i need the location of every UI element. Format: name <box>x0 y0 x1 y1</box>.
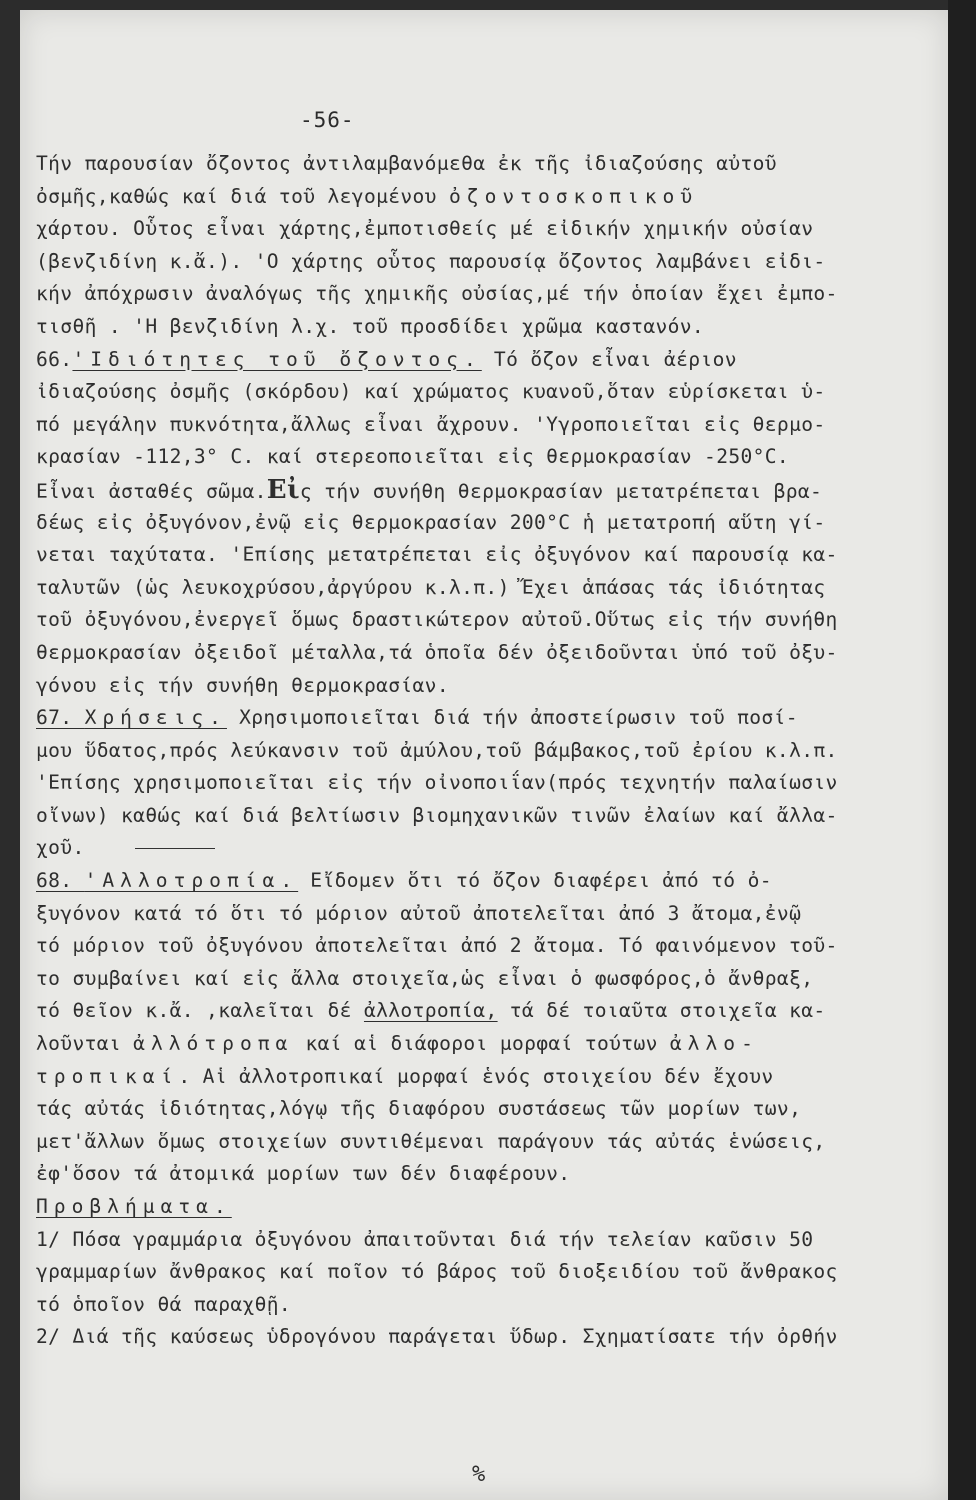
text-line: νεται ταχύτατα. 'Επίσης μετατρέπεται εἰς ὀξυγόνον καί παρουσίᾳ κα- <box>36 543 838 567</box>
text-line <box>36 181 941 214</box>
section-heading: Χρήσεις. <box>84 706 227 730</box>
page-number: -56- <box>300 108 355 132</box>
text-line <box>36 1028 941 1061</box>
section-separator-rule <box>135 848 215 849</box>
text-segment: ς τήν συνήθη θερμοκρασίαν μετατρέπεται βρα- <box>299 479 823 503</box>
problems-heading-line <box>36 1191 941 1224</box>
section-number: 67. <box>36 706 85 730</box>
text-segment: Εἶναι ἀσταθές σῶμα. <box>36 479 267 503</box>
text-segment: Χρησιμοποιεῖται διά τήν ἀποστείρωσιν τοῦ ποσί- <box>226 706 798 730</box>
typewritten-text <box>36 148 941 1354</box>
problem-line: 1/ Πόσα γραμμάρια ὀξυγόνου ἀπαιτοῦνται διά τήν τελείαν καῦσιν 50 <box>36 1227 814 1251</box>
text-segment: λοῦνται <box>36 1032 134 1056</box>
section-66-heading-line <box>36 344 941 377</box>
problems-heading: Προβλήματα. <box>36 1195 232 1218</box>
text-line <box>36 1061 941 1094</box>
section-68-heading-line <box>36 865 941 898</box>
section-number: 68. <box>36 869 85 893</box>
spaced-term-ozonoscopic: ὀζοντοσκοπικοῦ <box>448 184 699 208</box>
spaced-term: τροπικαί <box>36 1064 179 1088</box>
text-line: Τήν παρουσίαν ὄζοντος ἀντιλαμβανόμεθα ἐκ τῆς ἰδιαζούσης αὐτοῦ <box>36 152 777 175</box>
problem-line: 2/ Διά τῆς καύσεως ὑδρογόνου παράγεται ὕδωρ. Σχηματίσατε τήν ὀρθήν <box>36 1325 838 1349</box>
text-line: το συμβαίνει καί εἰς ἄλλα στοιχεῖα,ὡς εἶναι ὁ φωσφόρος,ὁ ἄνθραξ, <box>36 966 814 990</box>
text-segment: Τό ὄζον εἶναι ἀέριον <box>481 347 737 371</box>
text-line: τοῦ ὀξυγόνου,ἐνεργεῖ ὅμως δραστικώτερον αὐτοῦ.Οὕτως εἰς τήν συνήθη <box>36 608 838 632</box>
text-segment: Εἴδομεν ὅτι τό ὄζον διαφέρει ἀπό τό ὀ- <box>298 869 772 893</box>
text-line: τισθῆ . 'Η βενζιδίνη λ.χ. τοῦ προσδίδει χρῶμα καστανόν. <box>36 314 705 338</box>
text-line: πό μεγάλην πυκνότητα,ἄλλως εἶναι ἄχρουν. 'Υγροποιεῖται εἰς θερμο- <box>36 412 826 436</box>
text-segment: καί αἱ διάφοροι μορφαί τούτων <box>293 1032 670 1056</box>
text-segment: ὀσμῆς,καθώς καί διά τοῦ λεγομένου <box>36 184 449 208</box>
text-line: κρασίαν -112,3° C. καί στερεοποιεῖται εἰς θερμοκρασίαν -250°C. <box>36 445 790 469</box>
page-edge-shadow <box>948 0 976 1500</box>
text-line: ἰδιαζούσης ὀσμῆς (σκόρδου) καί χρώματος κυανοῦ,ὅταν εὑρίσκεται ὑ- <box>36 380 826 404</box>
text-line: ἐφ'ὅσον τά ἀτομικά μορίων των δέν διαφέρουν. <box>36 1162 571 1186</box>
text-line: γόνου εἰς τήν συνήθη θερμοκρασίαν. <box>36 673 449 697</box>
text-segment: τά δέ τοιαῦτα στοιχεῖα κα- <box>497 999 826 1023</box>
problem-line: τό ὁποῖον θά παραχθῇ. <box>36 1292 292 1316</box>
footer-mark: % <box>472 1462 486 1487</box>
problem-line: γραμμαρίων ἄνθρακος καί ποῖον τό βάρος τοῦ διοξειδίου τοῦ ἄνθρακος <box>36 1260 838 1284</box>
spaced-term: ἀλλότροπα <box>133 1032 294 1056</box>
text-line: τό μόριον τοῦ ὀξυγόνου ἀποτελεῖται ἀπό 2 ἄτομα. Τό φαινόμενον τοῦ- <box>36 934 838 958</box>
text-line: 'Επίσης χρησιμοποιεῖται εἰς τήν οἰνοποιΐαν(πρός τεχνητήν παλαίωσιν <box>36 771 838 795</box>
text-line: οἴνων) καθώς καί διά βελτίωσιν βιομηχανικῶν τινῶν ἐλαίων καί ἄλλα- <box>36 803 838 827</box>
text-segment: χοῦ. <box>36 836 85 860</box>
text-line <box>36 995 941 1028</box>
text-line: χάρτου. Οὗτος εἶναι χάρτης,ἐμποτισθείς μέ εἰδικήν χημικήν οὐσίαν <box>36 217 814 241</box>
handwritten-correction: Εἰ <box>266 474 300 505</box>
text-line: κήν ἀπόχρωσιν ἀναλόγως τῆς χημικῆς οὐσίας,μέ τήν ὁποίαν ἔχει ἐμπο- <box>36 282 838 306</box>
text-line: ταλυτῶν (ὡς λευκοχρύσου,ἀργύρου κ.λ.π.) Ἔχει ἁπάσας τάς ἰδιότητας <box>36 575 826 599</box>
text-line: μου ὕδατος,πρός λεύκανσιν τοῦ ἀμύλου,τοῦ βάμβακος,τοῦ ἐρίου κ.λ.π. <box>36 738 838 762</box>
section-heading: 'Ιδιότητες τοῦ ὄζοντος. <box>72 347 482 371</box>
text-line: τάς αὐτάς ἰδιότητας,λόγῳ τῆς διαφόρου συστάσεως τῶν μορίων των, <box>36 1097 802 1121</box>
section-number: 66. <box>36 347 73 371</box>
text-line <box>36 474 941 507</box>
text-line: θερμοκρασίαν ὀξειδοῖ μέταλλα,τά ὁποῖα δέν ὀξειδοῦνται ὑπό τοῦ ὀξυ- <box>36 640 838 664</box>
text-segment: τό θεῖον κ.ἄ. ,καλεῖται δέ <box>36 999 364 1023</box>
spaced-term: ἀλλο- <box>669 1032 759 1056</box>
underlined-term: ἀλλοτροπία, <box>363 999 498 1023</box>
text-line: δέως εἰς ὀξυγόνον,ἐνῷ εἰς θερμοκρασίαν 200°C ἡ μετατροπή αὕτη γί- <box>36 510 826 534</box>
text-line: ξυγόνον κατά τό ὅτι τό μόριον αὐτοῦ ἀποτελεῖται ἀπό 3 ἄτομα,ἐνῷ <box>36 901 802 925</box>
section-heading: 'Αλλοτροπία. <box>84 869 299 893</box>
text-line: μετ'ἄλλων ὅμως στοιχείων συντιθέμεναι παράγουν τάς αὐτάς ἑνώσεις, <box>36 1129 826 1153</box>
text-segment: . Αἱ ἀλλοτροπικαί μορφαί ἑνός στοιχείου δέν ἔχουν <box>178 1064 774 1088</box>
text-line: (βενζιδίνη κ.ἄ.). 'Ο χάρτης οὗτος παρουσίᾳ ὄζοντος λαμβάνει εἰδι- <box>36 249 826 273</box>
text-line <box>36 832 941 865</box>
section-67-heading-line <box>36 702 941 735</box>
